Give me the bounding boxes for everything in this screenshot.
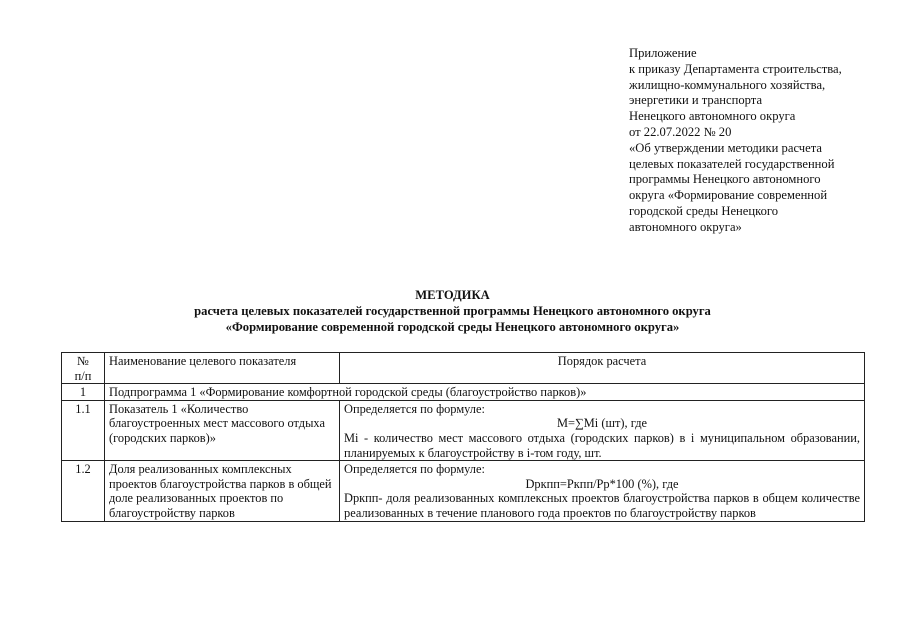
calculation-cell — [340, 400, 865, 460]
appendix-line: энергетики и транспорта — [629, 93, 763, 108]
table-row — [62, 461, 865, 521]
indicator-name: Показатель 1 «Количество благоустроенных мест массового отдыха (городских парков)» — [105, 400, 340, 460]
indicators-table — [61, 352, 865, 522]
indicator-name: Доля реализованных комплексных проектов благоустройства парков в общей доле реализованных проектов по благоустройству парков — [105, 461, 340, 521]
table-header-row — [62, 353, 865, 384]
appendix-line: целевых показателей государственной — [629, 156, 835, 171]
row-number: 1.1 — [62, 400, 105, 460]
appendix-line: городской среды Ненецкого — [629, 203, 779, 218]
appendix-line: от 22.07.2022 № 20 — [629, 124, 732, 139]
appendix-line: «Об утверждении методики расчета — [629, 140, 822, 155]
appendix-line: к приказу Департамента строительства, — [629, 61, 842, 76]
subprogram-row — [62, 384, 865, 401]
title-line-1: МЕТОДИКА — [415, 288, 490, 302]
header-number — [62, 353, 105, 384]
appendix-line: Приложение — [629, 46, 697, 60]
subprogram-title: Подпрограмма 1 «Формирование комфортной городской среды (благоустройство парков)» — [105, 384, 865, 401]
appendix-line: автономного округа» — [629, 219, 742, 234]
header-number-line1: № — [77, 354, 89, 368]
appendix-line: программы Ненецкого автономного — [629, 172, 821, 187]
title-line-3: «Формирование современной городской среды Ненецкого автономного округа» — [225, 319, 680, 334]
title-line-2: расчета целевых показателей государственной программы Ненецкого автономного округа — [194, 303, 711, 318]
calculation-description: Dркпп- доля реализованных комплексных проектов благоустройства парков в общем количестве реализованных в течение планового года проектов по благоустройству парков — [344, 491, 860, 520]
calculation-intro: Определяется по формуле: — [344, 401, 485, 416]
calculation-formula: Dркпп=Pкпп/Pр*100 (%), где — [525, 476, 679, 491]
header-indicator-name: Наименование целевого показателя — [105, 353, 340, 384]
row-number: 1.2 — [62, 461, 105, 521]
header-calculation: Порядок расчета — [340, 353, 865, 384]
header-number-line2: п/п — [74, 368, 92, 383]
appendix-line: округа «Формирование современной — [629, 188, 828, 203]
appendix-line: Ненецкого автономного округа — [629, 109, 796, 124]
document-title — [0, 288, 905, 335]
appendix-line: жилищно-коммунального хозяйства, — [629, 77, 826, 92]
table-row — [62, 400, 865, 460]
appendix-header — [629, 46, 889, 236]
calculation-cell — [340, 461, 865, 521]
calculation-intro: Определяется по формуле: — [344, 462, 485, 477]
calculation-description: Mi - количество мест массового отдыха (городских парков) в i муниципальном образовании, планируемых к благоустройству в i-том году, шт. — [344, 430, 860, 460]
subprogram-number: 1 — [62, 384, 105, 401]
calculation-formula: M=∑Mi (шт), где — [556, 416, 648, 431]
